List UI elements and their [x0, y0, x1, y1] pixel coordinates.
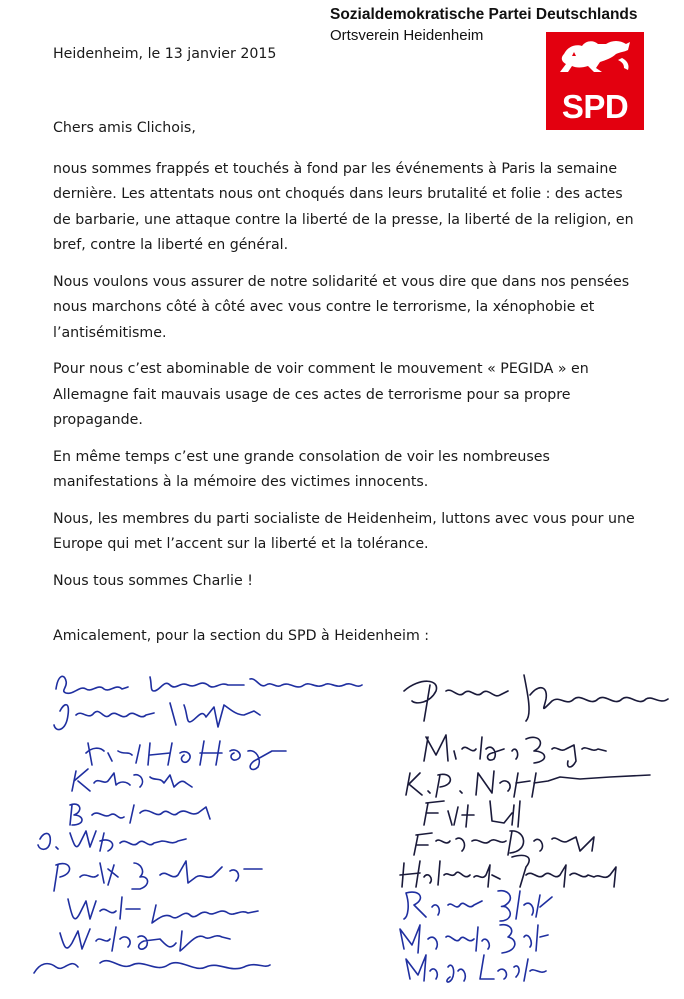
signature	[400, 925, 548, 953]
signatures-area	[0, 655, 684, 995]
paragraph: Pour nous c’est abominable de voir comment le mouvement « PEGIDA » en Allemagne fait mauvais usage de ces actes de terrorisme pour sa propre propagande.	[53, 361, 589, 428]
signature	[406, 771, 650, 797]
signature	[404, 891, 552, 921]
signature	[38, 831, 186, 851]
paragraph: Nous, les membres du parti socialiste de Heidenheim, luttons avec vous pour une Europe qui met l’accent sur la liberté et la tolérance.	[53, 510, 635, 552]
signature	[86, 741, 286, 769]
signature	[400, 855, 616, 887]
signature	[424, 735, 606, 767]
paragraph: Nous tous sommes Charlie !	[53, 572, 253, 589]
paragraph: Nous voulons vous assurer de notre solidarité et vous dire que dans nos pensées nous marchons côté à côté avec vous contre le terrorisme, la xénophobie et l’antisémitisme.	[53, 273, 630, 341]
signature	[406, 955, 546, 982]
signature	[56, 676, 362, 693]
paragraph: nous sommes frappés et touchés à fond par les événements à Paris la semaine dernière. Les attentats nous ont choqués dans leurs brutalité et folie : des actes de barbarie, une attaque contre la liberté de la presse, la liberté de la religion, en bref, contre la liberté en général.	[53, 160, 634, 253]
letter-body	[53, 116, 643, 605]
letterhead-party-name: Sozialdemokratische Partei Deutschlands	[330, 6, 638, 23]
signature	[54, 861, 262, 891]
signature	[34, 927, 270, 973]
signature	[70, 804, 210, 825]
closing-line: Amicalement, pour la section du SPD à Heidenheim :	[53, 628, 430, 644]
letterhead-section-name: Ortsverein Heidenheim	[330, 27, 484, 44]
signature	[72, 769, 192, 791]
date-line: Heidenheim, le 13 janvier 2015	[53, 46, 277, 62]
logo-text: SPD	[561, 88, 629, 125]
signature	[54, 703, 260, 730]
signature	[424, 801, 520, 827]
signature	[68, 897, 258, 923]
salutation: Chers amis Clichois,	[53, 120, 196, 136]
paragraph: En même temps c’est une grande consolation de voir les nombreuses manifestations à la mémoire des victimes innocents.	[53, 448, 550, 490]
signature	[414, 831, 594, 855]
lion-icon	[546, 32, 644, 92]
signature	[404, 675, 668, 721]
